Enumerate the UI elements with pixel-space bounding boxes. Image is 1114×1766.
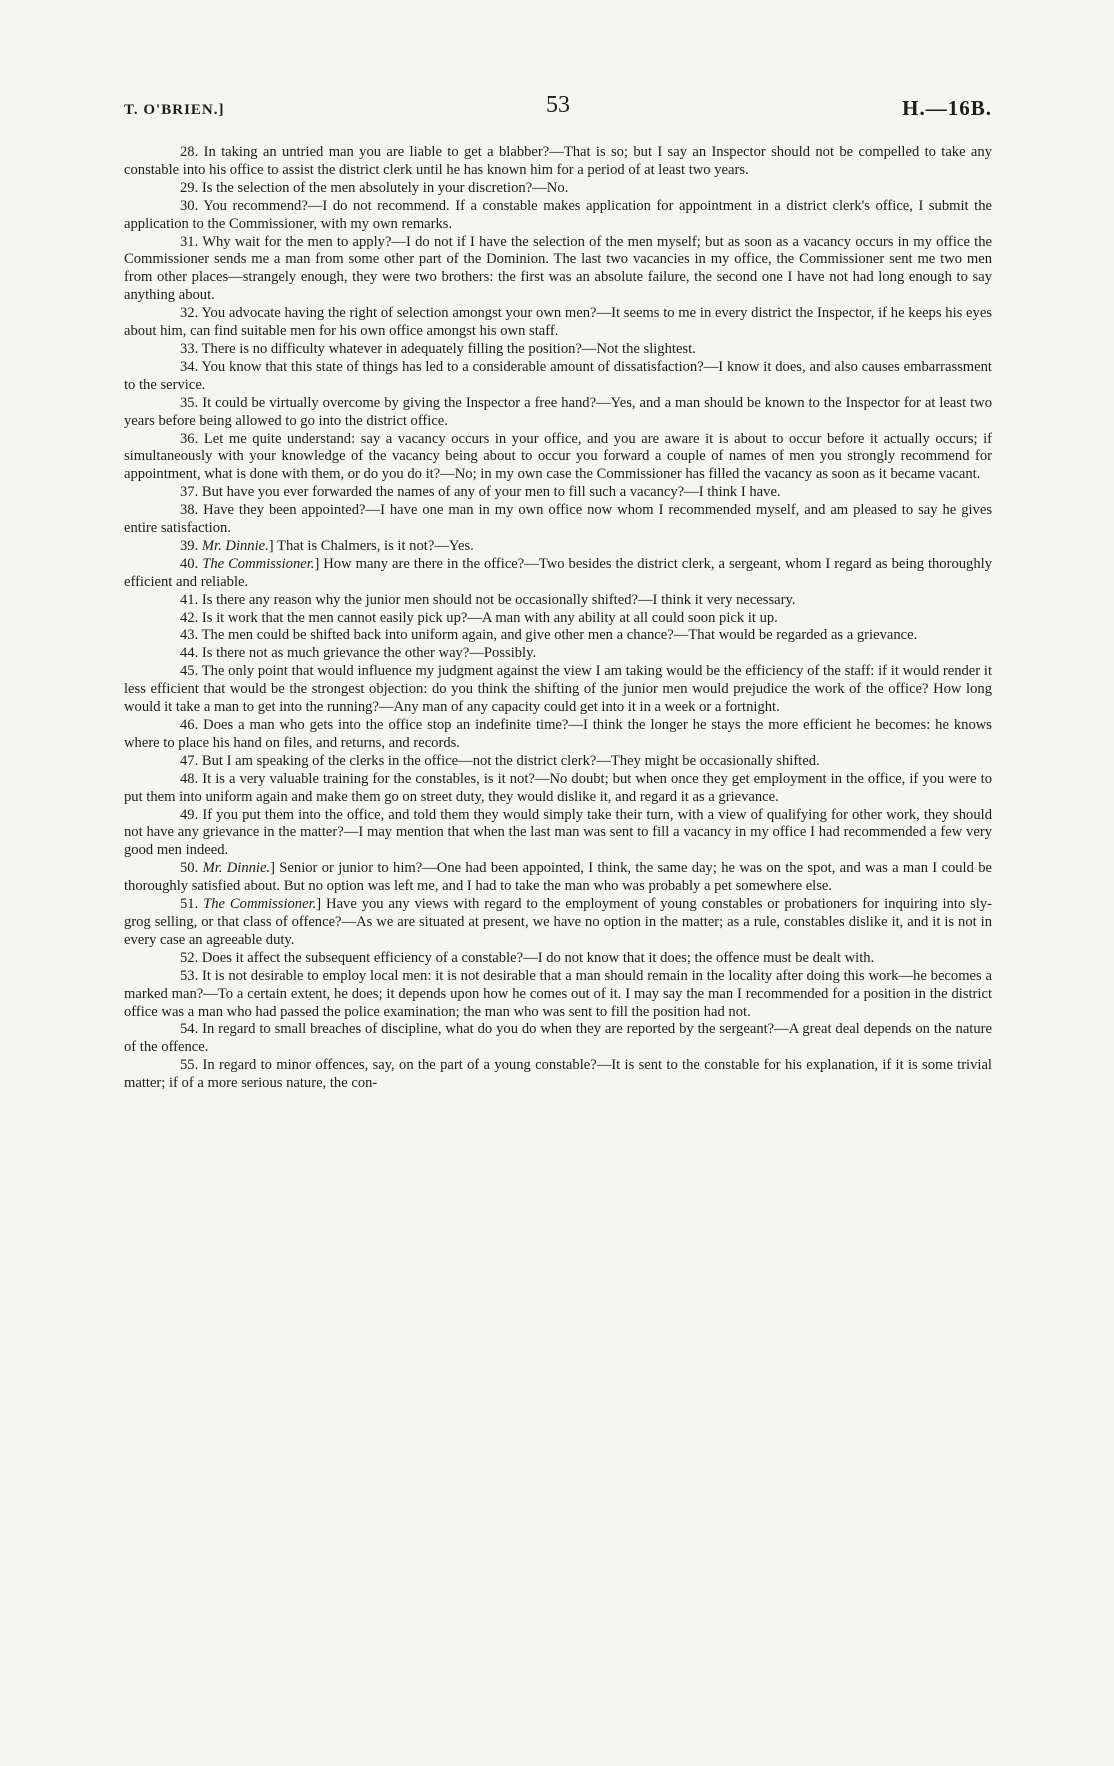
testimony-paragraph: 49. If you put them into the office, and told them they would simply take their turn, with a view of qualifying for other work, they should not have any grievance in the matter?—I may mention that when the last man was sent to fill a vacancy in my office I had recommended a few very good men indeed. <box>124 806 992 859</box>
testimony-paragraph: 48. It is a very valuable training for the constables, is it not?—No doubt; but when once they get employment in the office, if you were to put them into uniform again and make them go on street duty, they would dislike it, and regard it as a grievance. <box>124 770 992 805</box>
speaker-name: The Commissioner. <box>203 896 317 913</box>
testimony-paragraph: 54. In regard to small breaches of discipline, what do you do when they are reported by the sergeant?—A great deal depends on the nature of the offence. <box>124 1021 992 1056</box>
testimony-paragraph: 31. Why wait for the men to apply?—I do not if I have the selection of the men myself; but as soon as a vacancy occurs in my office the Commissioner sends me a man from some other part of the Dominion. The last two vacancies in my office, the Commissioner sent me two men from other places—strangely enough, they were two brothers: the first was an absolute failure, the second one I have not had long enough to say anything about. <box>124 233 992 304</box>
testimony-paragraph: 34. You know that this state of things has led to a considerable amount of dissatisfaction?—I know it does, and also causes embarrassment to the service. <box>124 358 992 393</box>
speaker-name: Mr. Dinnie. <box>202 860 271 877</box>
testimony-paragraph: 28. In taking an untried man you are liable to get a blabber?—That is so; but I say an Inspector should not be compelled to take any constable into his office to assist the district clerk until he has known him for a period of at least two years. <box>124 144 992 178</box>
page-header <box>124 92 992 132</box>
testimony-paragraph: 51. The Commissioner.] Have you any views with regard to the employment of young constables or probationers for inquiring into sly-grog selling, or that class of offence?—As we are situated at present, we have no option in the matter; as a rule, constables dislike it, and it is not in every case an agreeable duty. <box>124 896 992 948</box>
testimony-paragraph: 33. There is no difficulty whatever in adequately filling the position?—Not the slightest. <box>180 340 696 357</box>
page-number: 53 <box>546 92 570 118</box>
testimony-paragraph: 45. The only point that would influence my judgment against the view I am taking would be the efficiency of the staff: if it would render it less efficient that would be the strongest objection: do you think the shifting of the junior men would prejudice the work of the office? How long would it take a man to get into the running?—Any man of any capacity could get into it in a week or a fortnight. <box>124 663 992 716</box>
testimony-paragraph: 53. It is not desirable to employ local men: it is not desirable that a man should remain in the locality after doing this work—he becomes a marked man?—To a certain extent, he does; it depends upon how he comes out of it. I may say the man I recommended for a position in the district office was a man who had passed the police examination; the man who was sent to fill the position had not. <box>124 967 992 1020</box>
testimony-paragraph: 44. Is there not as much grievance the other way?—Possibly. <box>180 645 537 662</box>
witness-name: T. O'BRIEN.] <box>124 102 225 118</box>
testimony-paragraph: 41. Is there any reason why the junior men should not be occasionally shifted?—I think it very necessary. <box>180 591 796 608</box>
testimony-paragraph: 36. Let me quite understand: say a vacancy occurs in your office, and you are aware it is about to occur before it actually occurs; if simultaneously with your knowledge of the vacancy being about to occur you forward a couple of names of men you strongly recommend for appointment, what is done with them, or do you do it?—No; in my own case the Commissioner has filled the vacancy as soon as it became vacant. <box>124 430 992 483</box>
speaker-name: Mr. Dinnie. <box>201 537 269 554</box>
testimony-paragraph: 55. In regard to minor offences, say, on the part of a young constable?—It is sent to the constable for his explanation, if it is some trivial matter; if of a more serious nature, the con- <box>124 1057 992 1092</box>
testimony-paragraph: 38. Have they been appointed?—I have one man in my own office now whom I recommended myself, and am pleased to say he gives entire satisfaction. <box>124 502 992 537</box>
testimony-paragraph: 29. Is the selection of the men absolutely in your discretion?—No. <box>180 179 569 196</box>
testimony-paragraph: 47. But I am speaking of the clerks in the office—not the district clerk?—They might be occasionally shifted. <box>180 752 820 769</box>
testimony-paragraph: 43. The men could be shifted back into uniform again, and give other men a chance?—That would be regarded as a grievance. <box>180 627 918 644</box>
testimony-paragraph: 35. It could be virtually overcome by giving the Inspector a free hand?—Yes, and a man should be known to the Inspector for at least two years before being allowed to go into the district office. <box>124 394 992 429</box>
testimony-paragraph: 50. Mr. Dinnie.] Senior or junior to him?—One had been appointed, I think, the same day; he was on the spot, and was a man I could be thoroughly satisfied about. But no option was left me, and I had to take the man who was probably a pet somewhere else. <box>124 860 992 895</box>
testimony-paragraph: 39. Mr. Dinnie.] That is Chalmers, is it not?—Yes. <box>180 537 474 554</box>
testimony-paragraph: 32. You advocate having the right of selection amongst your own men?—It seems to me in every district the Inspector, if he keeps his eyes about him, can find suitable men for his own office amongst his own staff. <box>124 305 992 340</box>
testimony-paragraph: 46. Does a man who gets into the office stop an indefinite time?—I think the longer he stays the more efficient he becomes: he knows where to place his hand on files, and returns, and records. <box>124 717 992 751</box>
testimony-paragraph: 37. But have you ever forwarded the names of any of your men to fill such a vacancy?—I think I have. <box>180 484 781 501</box>
testimony-paragraph: 42. Is it work that the men cannot easily pick up?—A man with any ability at all could soon pick it up. <box>180 609 778 626</box>
testimony-body <box>124 144 992 1093</box>
testimony-paragraph: 52. Does it affect the subsequent efficiency of a constable?—I do not know that it does; the offence must be dealt with. <box>180 949 875 966</box>
testimony-paragraph: 30. You recommend?—I do not recommend. If a constable makes application for appointment in a district clerk's office, I submit the application to the Commissioner, with my own remarks. <box>124 197 992 232</box>
speaker-name: The Commissioner. <box>202 555 315 572</box>
testimony-paragraph: 40. The Commissioner.] How many are there in the office?—Two besides the district clerk, a sergeant, whom I regard as being thoroughly efficient and reliable. <box>124 555 993 590</box>
document-reference: H.—16B. <box>902 96 992 120</box>
